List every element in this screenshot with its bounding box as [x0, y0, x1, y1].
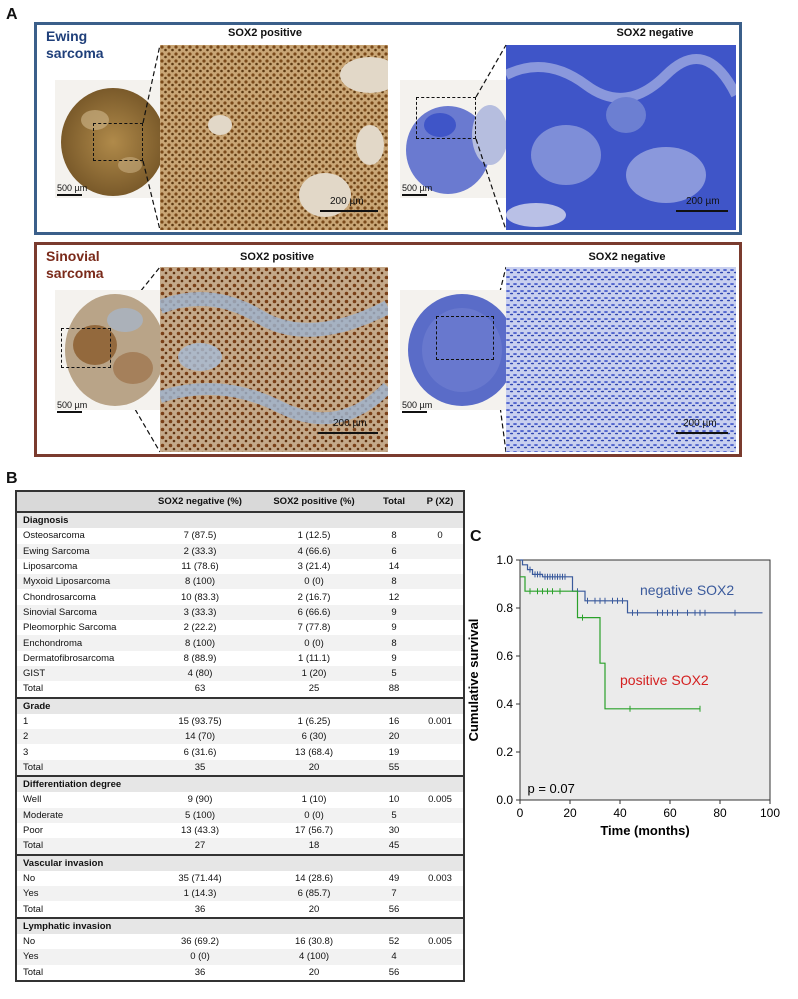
table-header-cell: SOX2 negative (%) [143, 491, 257, 512]
table-cell: 9 (90) [187, 794, 213, 806]
table-cell: 8 (100) [143, 574, 257, 589]
table-cell: 56 [388, 903, 400, 915]
table-cell: 10 (83.3) [180, 591, 220, 603]
table-cell: 9 [391, 652, 397, 664]
x-tick-label: 100 [759, 806, 781, 820]
section-title: Grade [16, 698, 464, 714]
table-cell: Yes [16, 949, 143, 964]
ewing-positive-overview-scale: 500 µm [57, 183, 88, 193]
section-title: Vascular invasion [16, 855, 464, 871]
table-cell: 30 [388, 825, 400, 837]
table-cell [417, 589, 464, 604]
table-cell: 8 (88.9) [183, 652, 217, 664]
x-tick-label: 0 [516, 806, 524, 820]
table-cell: 19 [388, 746, 400, 758]
table-cell: Dermatofibrosarcoma [23, 652, 115, 664]
table-cell: 1 (14.3) [143, 886, 257, 901]
table-cell: 16 [388, 716, 400, 727]
table-cell [417, 949, 464, 964]
table-section-row [16, 855, 464, 871]
scale-bar [57, 411, 82, 413]
section-title: Lymphatic invasion [16, 918, 464, 934]
table-cell: 14 [388, 561, 400, 573]
table-cell: 36 [194, 966, 206, 978]
table-cell [417, 886, 464, 901]
table-cell: Total [16, 760, 143, 776]
table-cell: 5 [371, 808, 417, 823]
table-cell: 0.005 [428, 936, 452, 948]
table-cell: 20 [308, 903, 320, 915]
table-cell: 13 (43.3) [180, 825, 220, 837]
table-cell: Total [23, 683, 44, 695]
table-cell: 20 [308, 966, 320, 978]
table-row [16, 666, 464, 681]
table-cell: 49 [388, 872, 400, 884]
table-cell [417, 760, 464, 776]
table-cell: No [23, 936, 36, 948]
table-cell [417, 666, 464, 681]
table-cell [417, 729, 464, 744]
y-tick-label: 0.2 [496, 745, 513, 759]
table-cell [417, 901, 464, 917]
table-cell: 45 [371, 838, 417, 854]
table-cell [417, 559, 464, 574]
table-cell: Chondrosarcoma [23, 591, 96, 603]
table-row [16, 605, 464, 620]
table-cell: 4 (66.6) [257, 544, 371, 559]
table-section-row [16, 918, 464, 934]
table-cell: 3 [23, 746, 29, 758]
table-row [16, 729, 464, 744]
table-row [16, 714, 464, 729]
sinovial-positive-zoom-scale: 200 µm [333, 418, 367, 429]
table-section-row [16, 698, 464, 714]
table-cell: GIST [16, 666, 143, 681]
table-row [16, 886, 464, 901]
table-cell: 63 [194, 683, 206, 695]
table-cell: 18 [257, 838, 371, 854]
sinovial-positive-overview-scale: 500 µm [57, 400, 88, 410]
table-cell: 0.003 [428, 872, 452, 884]
negative-sox2-label: negative SOX2 [640, 581, 735, 598]
table-row [16, 838, 464, 854]
table-cell: 2 [16, 729, 143, 744]
table-cell: 1 (11.1) [297, 652, 331, 664]
table-cell: 0 (0) [257, 574, 371, 589]
p-value-annotation: p = 0.07 [527, 780, 575, 796]
table-row [16, 544, 464, 559]
table-cell: 2 (22.2) [183, 622, 217, 634]
table-row [16, 934, 464, 949]
table-cell: 7 (77.8) [297, 622, 331, 634]
table-row [16, 620, 464, 635]
ewing-negative-overview-scale: 500 µm [402, 183, 433, 193]
table-cell: 27 [143, 838, 257, 854]
table-cell: 14 (70) [143, 729, 257, 744]
table-header-cell [16, 491, 143, 512]
table-cell: Total [16, 838, 143, 854]
section-title: Differentiation degree [16, 776, 464, 792]
table-cell: 35 (71.44) [178, 872, 222, 884]
table-cell: 10 [388, 794, 400, 806]
sinovial-negative-overview-scale: 500 µm [402, 400, 433, 410]
y-tick-label: 0.0 [496, 793, 513, 807]
table-row [16, 528, 464, 543]
table-cell: 36 (69.2) [180, 936, 220, 948]
table-cell: Total [23, 903, 44, 915]
table-row [16, 871, 464, 886]
table-cell: 0.001 [428, 716, 452, 727]
table-row [16, 949, 464, 964]
table-cell: Poor [23, 825, 44, 837]
sinovial-label: Sinovial sarcoma [46, 248, 104, 281]
scale-bar [402, 411, 427, 413]
table-row [16, 760, 464, 776]
panel-b-letter: B [6, 470, 18, 487]
table-cell: Total [23, 966, 44, 978]
table-cell: 6 (66.6) [257, 605, 371, 620]
table-cell [417, 744, 464, 759]
x-tick-label: 40 [613, 806, 627, 820]
table-cell: 1 (12.5) [297, 530, 331, 542]
ewing-positive-zoom-scale: 200 µm [330, 196, 364, 207]
x-tick-label: 80 [713, 806, 727, 820]
table-cell [417, 605, 464, 620]
table-cell: 56 [388, 966, 400, 978]
table-cell [417, 574, 464, 589]
y-tick-label: 0.8 [496, 601, 513, 615]
table-cell [417, 838, 464, 854]
ewing-negative-zoom-scale: 200 µm [686, 196, 720, 207]
table-cell: 16 (30.8) [294, 936, 334, 948]
table-cell: Osteosarcoma [23, 530, 85, 542]
table-cell: No [23, 872, 36, 884]
table-cell: 20 [371, 729, 417, 744]
table-cell: Enchondroma [16, 635, 143, 650]
table-cell: 15 (93.75) [178, 716, 222, 727]
table-cell: 1 (10) [301, 794, 327, 806]
table-cell: 12 [388, 591, 400, 603]
table-cell: 0 [437, 530, 443, 542]
table-row [16, 965, 464, 981]
table-row [16, 823, 464, 838]
table-cell: 4 (80) [143, 666, 257, 681]
table-cell: 14 (28.6) [294, 872, 334, 884]
table-cell: 13 (68.4) [294, 746, 334, 758]
table-row [16, 792, 464, 807]
table-row [16, 901, 464, 917]
table-cell: 4 (100) [257, 949, 371, 964]
table-cell: 0.005 [428, 794, 452, 806]
table-row [16, 635, 464, 650]
table-row [16, 744, 464, 759]
table-cell: 7 [371, 886, 417, 901]
y-tick-label: 1.0 [496, 553, 513, 567]
table-cell: 6 (30) [257, 729, 371, 744]
table-cell: 7 (87.5) [183, 530, 217, 542]
table-cell [417, 635, 464, 650]
table-cell: 3 (33.3) [143, 605, 257, 620]
table-cell: 8 [371, 574, 417, 589]
table-row [16, 651, 464, 666]
table-cell: 20 [257, 760, 371, 776]
table-cell: 6 [371, 544, 417, 559]
ewing-positive-title: SOX2 positive [228, 27, 302, 39]
table-cell [417, 808, 464, 823]
table-cell [417, 544, 464, 559]
table-cell: 36 [194, 903, 206, 915]
panel-c-letter: C [470, 528, 482, 545]
kaplan-meier-chart [460, 550, 790, 850]
table-cell: 35 [143, 760, 257, 776]
table-cell: 2 (33.3) [143, 544, 257, 559]
table-cell: 2 (16.7) [297, 591, 331, 603]
table-cell [417, 681, 464, 697]
y-tick-label: 0.6 [496, 649, 513, 663]
table-cell: 1 (6.25) [297, 716, 331, 727]
y-axis-label: Cumulative survival [466, 618, 481, 742]
table-cell: Yes [16, 886, 143, 901]
positive-sox2-label: positive SOX2 [620, 671, 709, 688]
table-cell: 4 [371, 949, 417, 964]
x-axis-label: Time (months) [600, 823, 690, 838]
table-cell [417, 823, 464, 838]
x-tick-label: 60 [663, 806, 677, 820]
table-cell: 0 (0) [257, 808, 371, 823]
table-cell: 0 (0) [257, 635, 371, 650]
x-tick-label: 20 [563, 806, 577, 820]
y-tick-label: 0.4 [496, 697, 513, 711]
table-cell: 6 (31.6) [183, 746, 217, 758]
scale-bar [676, 432, 728, 434]
table-cell: 6 (85.7) [257, 886, 371, 901]
table-section-row [16, 776, 464, 792]
table-row [16, 808, 464, 823]
table-cell: 9 [391, 622, 397, 634]
table-cell: 3 (21.4) [297, 561, 331, 573]
table-cell: 88 [388, 683, 400, 695]
ewing-negative-title: SOX2 negative [616, 27, 694, 39]
panel-a-letter: A [6, 6, 18, 23]
table-header-cell: SOX2 positive (%) [257, 491, 371, 512]
table-cell [417, 620, 464, 635]
table-cell: Well [23, 794, 42, 806]
table-cell [417, 965, 464, 981]
table-cell: 8 (100) [143, 635, 257, 650]
table-cell: Moderate [16, 808, 143, 823]
table-cell: Pleomorphic Sarcoma [23, 622, 117, 634]
table-cell: 9 [371, 605, 417, 620]
table-cell: Myxoid Liposarcoma [16, 574, 143, 589]
table-row [16, 681, 464, 697]
sinovial-positive-title: SOX2 positive [240, 251, 314, 263]
table-cell: 0 (0) [143, 949, 257, 964]
table-cell: 17 (56.7) [294, 825, 334, 837]
table-cell: Liposarcoma [23, 561, 78, 573]
table-cell: 52 [388, 936, 400, 948]
table-cell: Sinovial Sarcoma [16, 605, 143, 620]
section-title: Diagnosis [16, 512, 464, 528]
sinovial-positive-zoom-box [61, 328, 111, 368]
table-cell: 1 [23, 716, 29, 727]
table-cell: 5 (100) [143, 808, 257, 823]
scale-bar [318, 432, 378, 434]
sinovial-negative-title: SOX2 negative [588, 251, 666, 263]
sinovial-negative-zoom-scale: 200 µm [683, 418, 717, 429]
ewing-label: Ewing sarcoma [46, 28, 104, 61]
table-cell: 8 [391, 530, 397, 542]
table-cell: 55 [371, 760, 417, 776]
table-row [16, 589, 464, 604]
table-header-cell: P (X2) [417, 491, 464, 512]
table-section-row [16, 512, 464, 528]
sinovial-negative-zoom-box [436, 316, 494, 360]
table-row [16, 574, 464, 589]
table-cell: 25 [308, 683, 320, 695]
table-cell: 1 (20) [257, 666, 371, 681]
table-cell [417, 651, 464, 666]
table-cell: 8 [371, 635, 417, 650]
table-cell: 5 [371, 666, 417, 681]
table-row [16, 559, 464, 574]
table-header-row [16, 491, 464, 512]
sox2-association-table [15, 490, 465, 982]
table-cell: 11 (78.6) [181, 561, 219, 573]
table-header-cell: Total [371, 491, 417, 512]
table-cell: Ewing Sarcoma [16, 544, 143, 559]
